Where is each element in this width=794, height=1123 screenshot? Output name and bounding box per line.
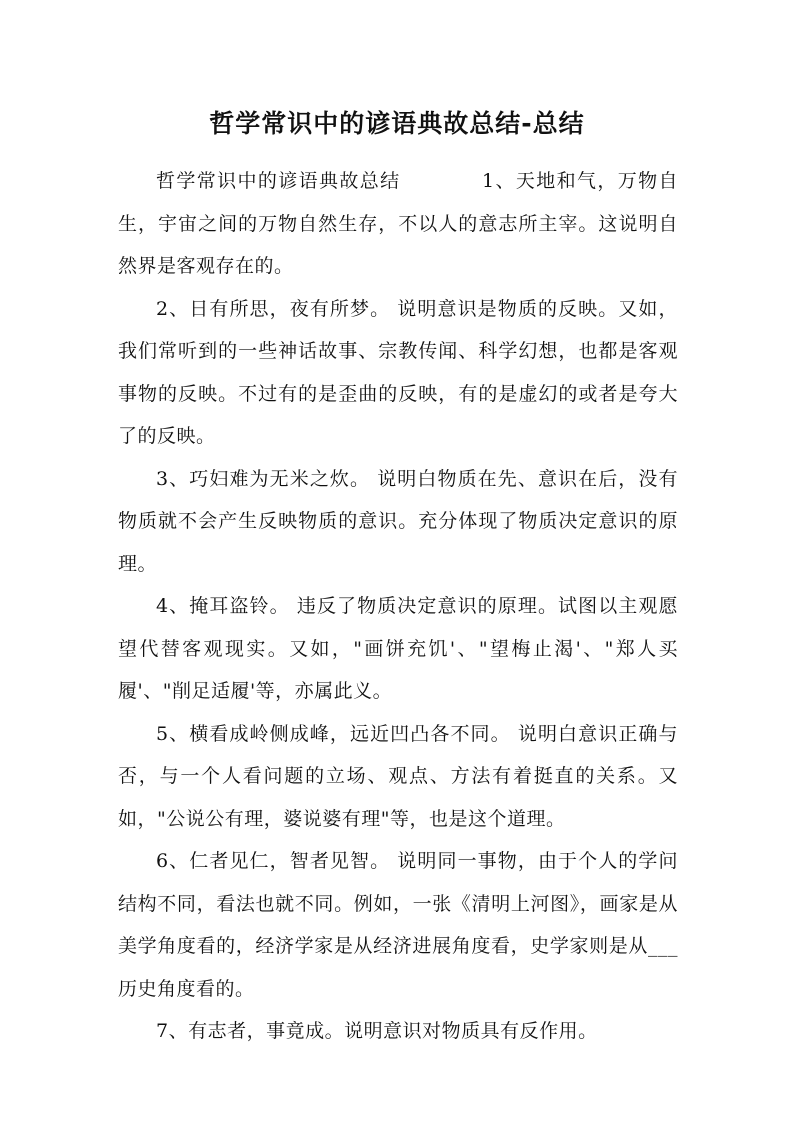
paragraph-item-2: 2、日有所思，夜有所梦。 说明意识是物质的反映。又如，我们常听到的一些神话故事、宗教传闻、科学幻想，也都是客观事物的反映。不过有的是歪曲的反映，有的是虚幻的或者是夸大了的反映。 (118, 297, 678, 447)
paragraph-item-5: 5、横看成岭侧成峰，远近凹凸各不同。 说明白意识正确与否，与一个人看问题的立场、观点、方法有着挺直的关系。又如，"公说公有理，婆说婆有理"等，也是这个道理。 (118, 722, 678, 830)
paragraph-item-6: 6、仁者见仁，智者见智。 说明同一事物，由于个人的学问结构不同，看法也就不同。例如，一张《清明上河图》，画家是从美学角度看的，经济学家是从经济进展角度看，史学家则是从___历史角度看的。 (118, 850, 678, 1000)
document-title: 哲学常识中的谚语典故总结-总结 (209, 109, 585, 138)
document-body (118, 160, 678, 1053)
paragraph-item-4: 4、掩耳盗铃。 违反了物质决定意识的原理。试图以主观愿望代替客观现实。又如，"画饼充饥'、"望梅止渴'、"郑人买履'、"削足适履'等，亦属此义。 (118, 595, 678, 702)
paragraph-intro: 哲学常识中的谚语典故总结 1、天地和气，万物自生，宇宙之间的万物自然生存，不以人的意志所主宰。这说明自然界是客观存在的。 (118, 170, 678, 277)
paragraph-item-7: 7、有志者，事竟成。说明意识对物质具有反作用。 (156, 1020, 598, 1042)
paragraph-item-3: 3、巧妇难为无米之炊。 说明白物质在先、意识在后，没有物质就不会产生反映物质的意识。充分体现了物质决定意识的原理。 (118, 467, 678, 575)
